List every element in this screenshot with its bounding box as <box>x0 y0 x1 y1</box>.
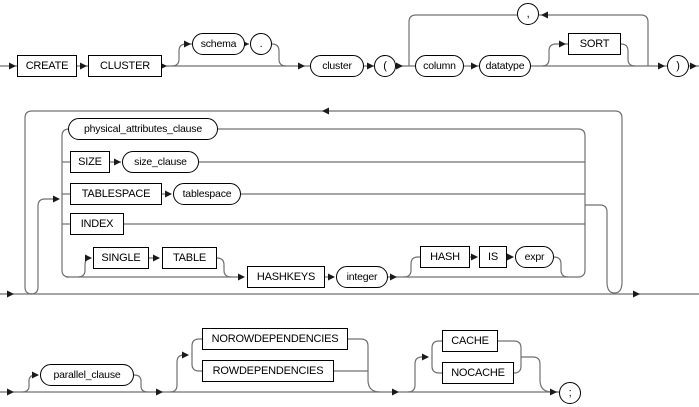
param-parallel-clause: parallel_clause <box>40 364 134 386</box>
keyword-size: SIZE <box>70 151 110 173</box>
punct-semicolon: ; <box>559 382 581 404</box>
keyword-cluster: CLUSTER <box>88 55 162 77</box>
keyword-rowdependencies: ROWDEPENDENCIES <box>202 360 334 382</box>
param-integer: integer <box>336 266 388 288</box>
keyword-norowdependencies: NOROWDEPENDENCIES <box>202 328 348 350</box>
keyword-nocache: NOCACHE <box>442 362 514 384</box>
param-tablespace-name: tablespace <box>173 183 241 205</box>
keyword-index: INDEX <box>70 213 124 235</box>
param-schema: schema <box>192 33 245 55</box>
keyword-single: SINGLE <box>93 247 149 269</box>
param-datatype: datatype <box>479 55 531 77</box>
keyword-sort: SORT <box>568 33 621 55</box>
param-size-clause: size_clause <box>122 151 199 173</box>
param-expr: expr <box>515 246 554 268</box>
keyword-table: TABLE <box>162 247 217 269</box>
punct-close-paren: ) <box>667 55 689 77</box>
keyword-create: CREATE <box>17 55 77 77</box>
keyword-cache: CACHE <box>442 330 498 352</box>
param-column: column <box>415 55 464 77</box>
keyword-hash: HASH <box>420 246 470 268</box>
keyword-tablespace: TABLESPACE <box>70 183 162 205</box>
keyword-hashkeys: HASHKEYS <box>247 266 325 288</box>
keyword-is: IS <box>479 246 507 268</box>
param-physical-attributes-clause: physical_attributes_clause <box>68 118 218 140</box>
param-cluster-name: cluster <box>310 55 364 77</box>
punct-comma: , <box>517 3 539 25</box>
punct-dot: . <box>250 33 272 55</box>
punct-open-paren: ( <box>374 55 396 77</box>
